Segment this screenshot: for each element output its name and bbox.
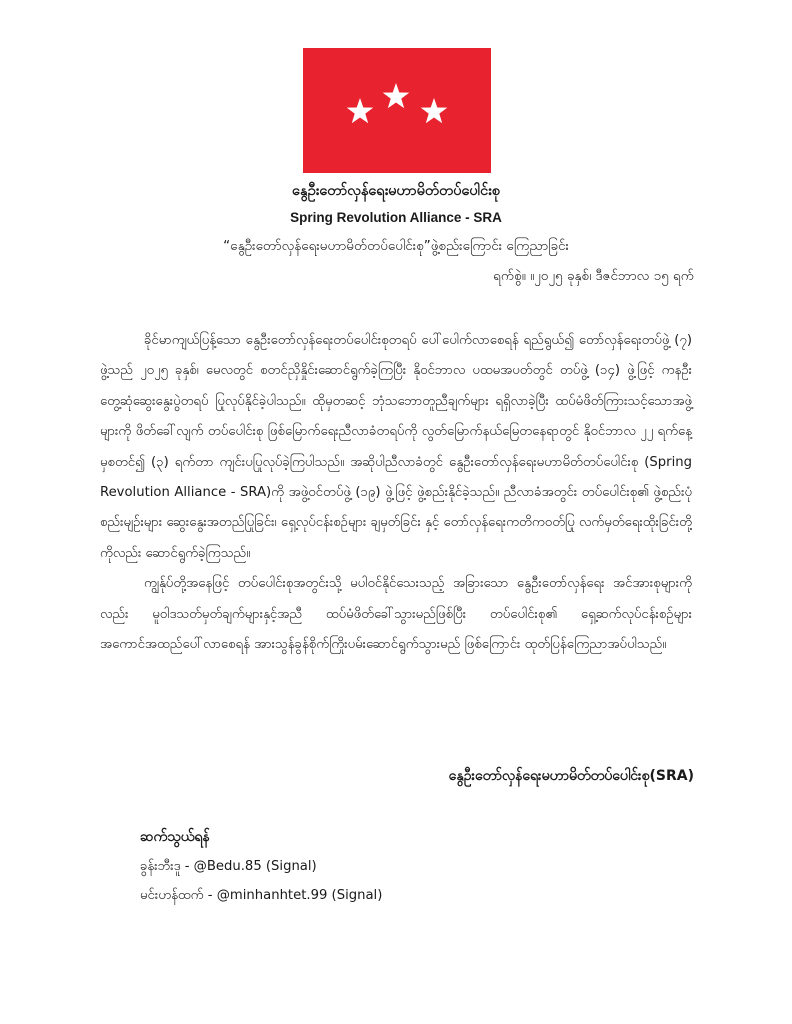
body-paragraph-1: ခိုင်မာကျယ်ပြန့်သော နွေဦးတော်လှန်ရေးတပ်ပေါင်းစုတရပ် ပေါ်ပေါက်လာစေရန် ရည်ရွယ်၍ တော်လှန်ရေးတပ်ဖွဲ့ (၇) ဖွဲ့သည် ၂၀၂၅ ခုနှစ်၊ မေလတွင် စတင်ညှိနှိုင်းဆောင်ရွက်ခဲ့ကြပြီး နိုဝင်ဘာလ ပထမအပတ်တွင် တပ်ဖွဲ့ (၁၄) ဖွဲ့ဖြင့် ကနဦးတွေ့ဆုံဆွေးနွေးပွဲတရပ် ပြုလုပ်နိုင်ခဲ့ပါသည်။ ထိုမှတဆင့် ဘုံသဘောတူညီချက်များ ရရှိလာခဲ့ပြီး ထပ်မံဖိတ်ကြားသင့်သောအဖွဲ့များကို ဖိတ်ခေါ်လျက် တပ်ပေါင်းစု ဖြစ်မြောက်ရေးညီလာခံတရပ်ကို လွတ်မြောက်နယ်မြေတနေရာတွင် နိုဝင်ဘာလ ၂၂ ရက်နေ့မှစတင်၍ (၃) ရက်တာ ကျင်းပပြုလုပ်ခဲ့ကြပါသည်။ အဆိုပါညီလာခံတွင် နွေဦးတော်လှန်ရေးမဟာမိတ်တပ်ပေါင်းစု (Spring Revolution Alliance - SRA)ကို အဖွဲ့ဝင်တပ်ဖွဲ့ (၁၉) ဖွဲ့ဖြင့် ဖွဲ့စည်းနိုင်ခဲ့သည်။ ညီလာခံအတွင်း တပ်ပေါင်းစု၏ ဖွဲ့စည်းပုံစည်းမျဉ်းများ ဆွေးနွေးအတည်ပြုခြင်း၊ ရှေ့လုပ်ငန်းစဉ်များ ချမှတ်ခြင်း နှင့် တော်လှန်ရေးကတိကဝတ်ပြု လက်မှတ်ရေးထိုးခြင်းတို့ကိုလည်း ဆောင်ရွက်ခဲ့ကြသည်။ — [100, 333, 692, 561]
statement-date: ရက်စွဲ။ ။၂၀၂၅ ခုနှစ်၊ ဒီဇင်ဘာလ ၁၅ ရက် — [493, 268, 694, 284]
body-paragraph-2: ကျွန်ုပ်တို့အနေဖြင့် တပ်ပေါင်းစုအတွင်းသို့ မပါဝင်နိုင်သေးသည့် အခြားသော နွေဦးတော်လှန်ရေး အင်အားစုများကိုလည်း မူဝါဒသတ်မှတ်ချက်များနှင့်အညီ ထပ်မံဖိတ်ခေါ်သွားမည်ဖြစ်ပြီး တပ်ပေါင်းစု၏ ရှေ့ဆက်လုပ်ငန်းစဉ်များအကောင်အထည်ပေါ်လာစေရန် အားသွန်ခွန်စိုက်ကြိုးပမ်းဆောင်ရွက်သွားမည် ဖြစ်ကြောင်း ထုတ်ပြန်ကြေညာအပ်ပါသည်။ — [100, 576, 692, 653]
contact-line-2: မင်းဟန်ထက် - @minhanhtet.99 (Signal) — [140, 888, 383, 903]
contact-heading: ဆက်သွယ်ရန် — [140, 829, 210, 845]
organization-name-english: Spring Revolution Alliance - SRA — [290, 210, 502, 225]
sra-flag — [303, 48, 491, 173]
statement-subject: “နွေဦးတော်လှန်ရေးမဟာမိတ်တပ်ပေါင်းစု”ဖွဲ့စည်းကြောင်း ကြေညာခြင်း — [223, 238, 569, 254]
star-icon — [347, 98, 374, 123]
signature: နွေဦးတော်လှန်ရေးမဟာမိတ်တပ်ပေါင်းစု(SRA) — [448, 768, 694, 784]
star-icon — [383, 83, 410, 108]
statement-body — [100, 326, 692, 660]
star-icon — [421, 98, 448, 123]
organization-name: နွေဦးတော်လှန်ရေးမဟာမိတ်တပ်ပေါင်းစု — [291, 183, 501, 199]
flag-stars — [303, 48, 491, 173]
contact-line-1: ခွန်းဘီးဒူ - @Bedu.85 (Signal) — [140, 859, 317, 874]
